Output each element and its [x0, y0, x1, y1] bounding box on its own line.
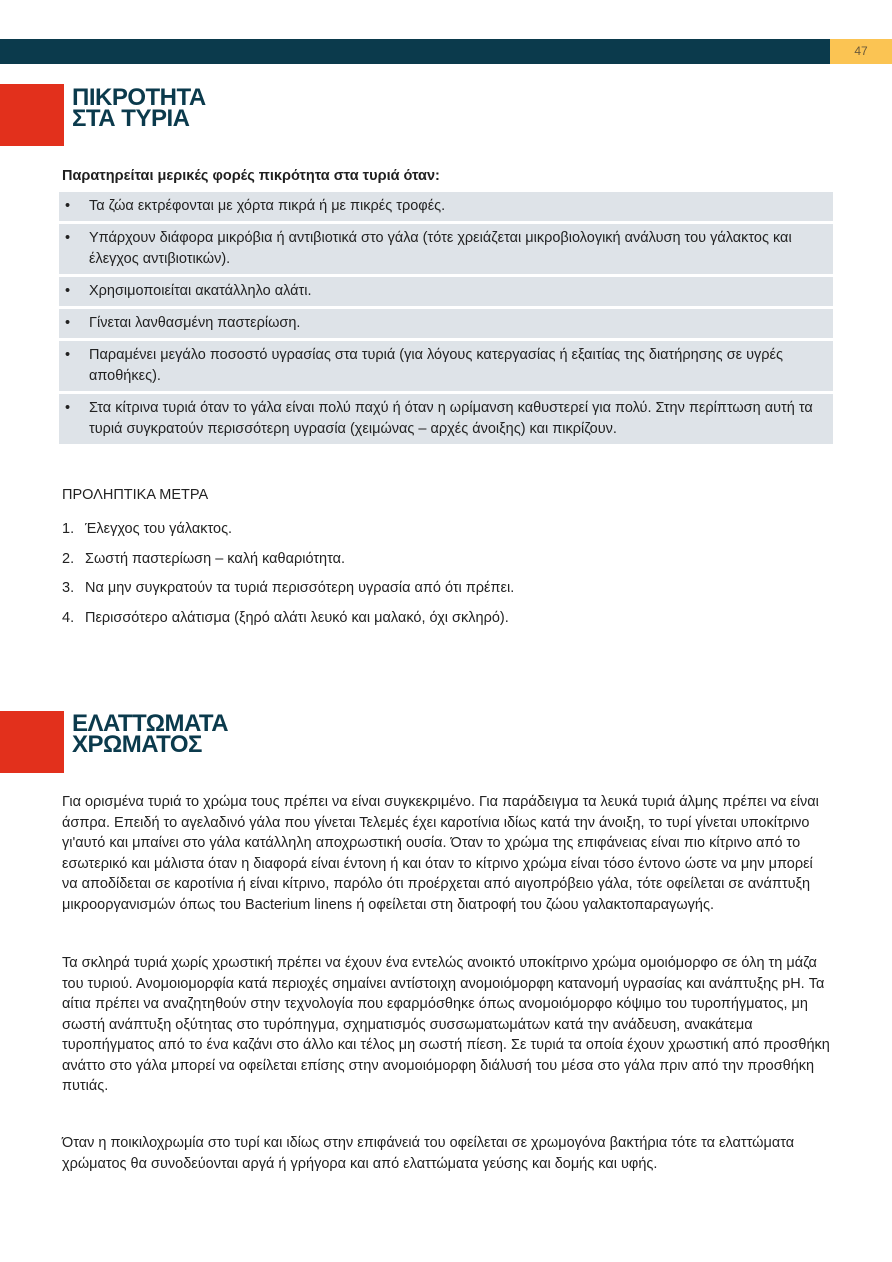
- title-line: ΕΛΑΤΤΩΜΑΤΑ: [72, 710, 229, 737]
- list-item: 3. Να μην συγκρατούν τα τυριά περισσότερη υγρασία από ότι πρέπει.: [62, 580, 515, 596]
- bullet-icon: •: [65, 347, 71, 363]
- section-accent-block: [0, 84, 64, 146]
- list-item: • Χρησιμοποιείται ακατάλληλο αλάτι.: [59, 277, 833, 306]
- list-item: • Τα ζώα εκτρέφονται με χόρτα πικρά ή με πικρές τροφές.: [59, 192, 833, 221]
- intro-text: Παρατηρείται μερικές φορές πικρότητα στα τυριά όταν:: [62, 168, 440, 184]
- bullet-icon: •: [65, 283, 71, 299]
- bullet-icon: •: [65, 198, 71, 214]
- list-item: • Υπάρχουν διάφορα μικρόβια ή αντιβιοτικά στο γάλα (τότε χρειάζεται μικροβιολογική ανάλυση του γάλακτος και έλεγχος αντιβιοτικών).: [59, 224, 833, 274]
- list-item: 4. Περισσότερο αλάτισμα (ξηρό αλάτι λευκό και μαλακό, όχι σκληρό).: [62, 609, 509, 626]
- preventive-measures-heading: ΠΡΟΛΗΠΤΙΚΑ ΜΕΤΡΑ: [62, 487, 209, 503]
- paragraph: Για ορισμένα τυριά το χρώμα τους πρέπει να είναι συγκεκριμένο. Για παράδειγμα τα λευκά τυριά άλμης πρέπει να είναι άσπρα. Επειδή το αγελαδινό γάλα που γίνεται Τελεμές έχει καροτίνια ιδίως κατά την άνοιξη, το τυρί γίνεται υποκίτρινο γι'αυτό και μπαίνει στο γάλα κατάλληλη αποχρωστική ουσία. Όταν το χρώμα της επιφάνειας είναι πιο κίτρινο από το εσωτερικό και μάλιστα όταν η διαφορά είναι έντονη ή και όταν το κίτρινο χρώμα είναι τόσο έντονο ώστε να μην μπορεί να αποδίδεται σε καροτίνια ή είναι κίτρινο, παρόλο ότι προέρχεται από αιγοπρόβειο γάλα, τότε οφείλεται σε ανάπτυξη μικροοργανισμών όπως του Bacterium linens ή οφείλεται στη διατροφή του ζώου γαλακτοπαραγωγής.: [62, 794, 819, 913]
- section-accent-block: [0, 711, 64, 773]
- page-number: 47: [830, 39, 892, 64]
- section-title-bitterness: [72, 84, 206, 132]
- paragraph: Όταν η ποικιλοχρωμία στο τυρί και ιδίως στην επιφάνειά του οφείλεται σε χρωμογόνα βακτήρια τότε τα ελαττώματα χρώματος θα συνοδεύονται αργά ή γρήγορα και από ελαττώματα γεύσης και δομής και υφής.: [62, 1135, 795, 1172]
- preventive-measures-list: [62, 515, 514, 633]
- list-item: • Γίνεται λανθασμένη παστερίωση.: [59, 309, 833, 338]
- list-item: 1. Έλεγχος του γάλακτος.: [62, 521, 233, 537]
- title-line: ΠΙΚΡΟΤΗΤΑ: [72, 84, 206, 111]
- title-line: ΧΡΩΜΑΤΟΣ: [72, 731, 202, 758]
- header-bar: [0, 39, 830, 64]
- list-item: • Παραμένει μεγάλο ποσοστό υγρασίας στα τυριά (για λόγους κατεργασίας ή εξαιτίας της διατήρησης σε υγρές αποθήκες).: [59, 341, 833, 391]
- bullet-icon: •: [65, 315, 71, 331]
- paragraph: Τα σκληρά τυριά χωρίς χρωστική πρέπει να έχουν ένα εντελώς ανοικτό υποκίτρινο χρώμα ομοιόμορφο σε όλη τη μάζα του τυριού. Ανομοιομορφία κατά περιοχές σημαίνει αντίστοιχη ανομοιόμορφη κατανομή υγρασίας και ανάπτυξης pH. Τα αίτια πρέπει να αναζητηθούν στην τεχνολογία που εφαρμόσθηκε όπως ανομοιόμορφο κόψιμο του τυροπήγματος, μη σωστή ανάπτυξη οξύτητας στο τυρόπηγμα, σχηματισμός συσσωματωμάτων κατά την ανάδευση, ανακάτεμα τυροπήγματος από το ένα καζάνι στο άλλο και τέλος μη σωστή πίεση. Σε τυριά τα οποία έχουν χρωστική από προσθήκη ανάττο στο γάλα μπορεί να οφείλεται επίσης στην ανομοιόμορφη διάλυσή του μέσα στο γάλα πριν από την προσθήκη πυτιάς.: [62, 955, 830, 1094]
- section-title-color-defects: [72, 710, 229, 758]
- bullet-icon: •: [65, 230, 71, 246]
- list-item: • Στα κίτρινα τυριά όταν το γάλα είναι πολύ παχύ ή όταν η ωρίμανση καθυστερεί για πολύ. Στην περίπτωση αυτή τα τυριά συγκρατούν περισσότερη υγρασία (χειμώνας – αρχές άνοιξης) και πικρίζουν.: [59, 394, 833, 444]
- bullet-list: [59, 192, 833, 447]
- title-line: ΣΤΑ ΤΥΡΙΑ: [72, 105, 190, 132]
- list-item: 2. Σωστή παστερίωση – καλή καθαριότητα.: [62, 550, 346, 567]
- bullet-icon: •: [65, 400, 71, 416]
